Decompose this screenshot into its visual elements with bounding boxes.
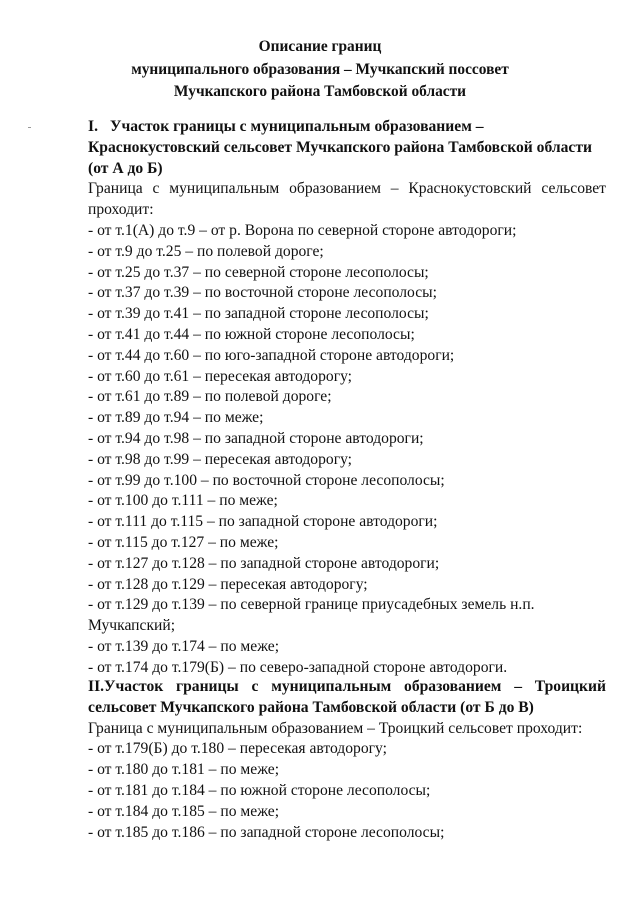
section-1-intro-line-2: проходит: — [88, 201, 154, 219]
section-2 — [88, 677, 606, 843]
list-item: - от т.61 до т.89 – по полевой дороге; — [88, 388, 332, 406]
list-item: - от т.174 до т.179(Б) – по северо-западной стороне автодороги. — [88, 658, 508, 676]
list-item: - от т.115 до т.127 – по меже; — [88, 533, 279, 551]
list-item: - от т.128 до т.129 – пересекая автодорогу; — [88, 575, 368, 593]
section-1-heading-line-3: (от А до Б) — [88, 159, 163, 177]
list-item: - от т.94 до т.98 – по западной стороне автодороги; — [88, 429, 424, 447]
list-item: - от т.9 до т.25 – по полевой дороге; — [88, 242, 324, 260]
section-1-heading-line-1: Участок границы с муниципальным образованием – — [110, 118, 484, 135]
list-item: - от т.37 до т.39 – по восточной стороне лесополосы; — [88, 284, 437, 302]
list-item: - от т.139 до т.174 – по меже; — [88, 637, 280, 655]
section-2-intro: Граница с муниципальным образованием – Троицкий сельсовет проходит: — [88, 719, 583, 737]
title-line-1: Описание границ — [258, 38, 382, 55]
section-2-heading-line-1: II.Участок границы с муниципальным образованием – Троицкий — [88, 678, 606, 695]
list-item: - от т.129 до т.139 – по северной границе приусадебных земель н.п. — [88, 596, 535, 614]
scan-mark — [28, 127, 31, 128]
list-item: - от т.39 до т.41 – по западной стороне лесополосы; — [88, 305, 429, 323]
section-1-number: I. — [88, 118, 98, 135]
list-item: - от т.181 до т.184 – по южной стороне лесополосы; — [88, 781, 431, 799]
list-item: - от т.41 до т.44 – по южной стороне лесополосы; — [88, 325, 415, 343]
list-item: - от т.89 до т.94 – по меже; — [88, 409, 264, 427]
section-1 — [88, 117, 606, 679]
title-line-2: муниципального образования – Мучкапский поссовет — [131, 60, 509, 78]
section-1-heading — [88, 117, 606, 179]
list-item: - от т.99 до т.100 – по восточной стороне лесополосы; — [88, 471, 445, 489]
list-item: - от т.60 до т.61 – пересекая автодорогу; — [88, 367, 353, 385]
list-item: - от т.180 до т.181 – по меже; — [88, 761, 280, 779]
list-item: - от т.184 до т.185 – по меже; — [88, 802, 280, 820]
list-item: - от т.98 до т.99 – пересекая автодорогу; — [88, 450, 353, 468]
list-item: - от т.185 до т.186 – по западной стороне лесополосы; — [88, 823, 445, 841]
section-2-heading — [88, 677, 606, 719]
list-item: - от т.100 до т.111 – по меже; — [88, 492, 278, 510]
title-line-3: Мучкапского района Тамбовской области — [173, 83, 467, 100]
list-item: - от т.127 до т.128 – по западной стороне автодороги; — [88, 554, 440, 572]
list-item: - от т.111 до т.115 – по западной стороне автодороги; — [88, 513, 438, 531]
list-item: - от т.179(Б) до т.180 – пересекая автодорогу; — [88, 740, 387, 758]
list-item: - от т.1(А) до т.9 – от р. Ворона по северной стороне автодороги; — [88, 221, 517, 239]
list-item: - от т.25 до т.37 – по северной стороне лесополосы; — [88, 263, 429, 281]
section-2-heading-line-2: сельсовет Мучкапского района Тамбовской области (от Б до В) — [88, 698, 534, 716]
list-item-continuation: Мучкапский; — [88, 617, 176, 635]
section-1-heading-line-2: Краснокустовский сельсовет Мучкапского района Тамбовской области — [88, 138, 592, 156]
document-title — [0, 36, 640, 104]
list-item: - от т.44 до т.60 – по юго-западной стороне автодороги; — [88, 346, 455, 364]
section-1-intro-line-1: Граница с муниципальным образованием – Краснокустовский сельсовет — [88, 180, 606, 198]
